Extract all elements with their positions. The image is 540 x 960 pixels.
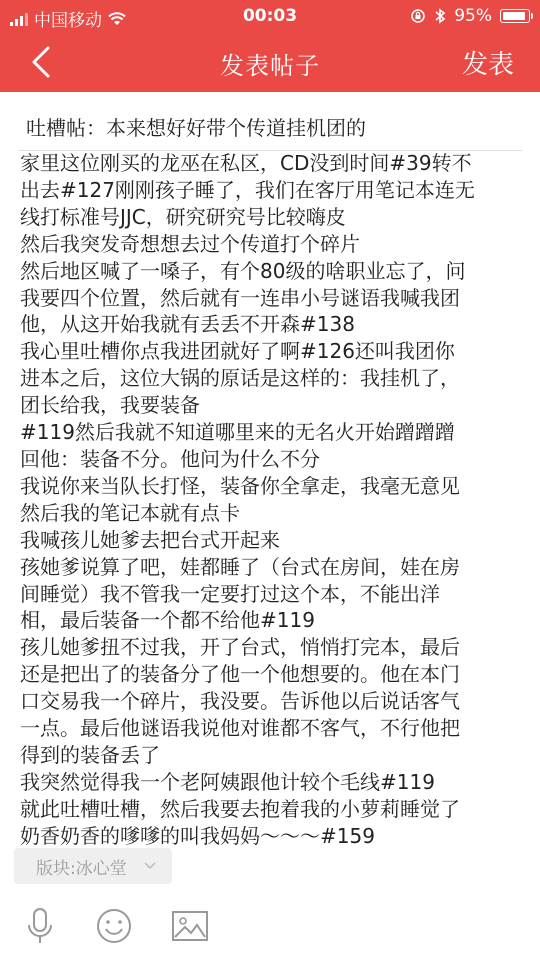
- post-title-field[interactable]: 吐槽帖：本来想好好带个传道挂机团的: [26, 116, 366, 140]
- post-body-line: 然后我突发奇想想去过个传道打个碎片: [20, 231, 360, 256]
- compose-toolbar: [0, 900, 540, 960]
- post-body-line: 他，从这开始我就有丢丢不开森#138: [20, 312, 355, 337]
- post-body-line: 我突然觉得我一个老阿姨跟他计较个毛线#119: [20, 769, 435, 794]
- bluetooth-icon: [434, 8, 446, 24]
- post-body-line: 奶香奶香的嗲嗲的叫我妈妈～～～#159: [20, 823, 375, 848]
- post-body-line: 然后我的笔记本就有点卡: [20, 500, 240, 525]
- post-body-line: 家里这位刚买的龙巫在私区，CD没到时间#39转不: [20, 151, 472, 175]
- microphone-icon[interactable]: [20, 906, 60, 946]
- board-selector[interactable]: [14, 848, 172, 884]
- post-body-line: 口交易我一个碎片，我没要。告诉他以后说话客气: [20, 689, 460, 714]
- post-body-line: 我喊孩儿她爹去把台式开起来: [20, 527, 280, 552]
- page-title: 发表帖子: [220, 52, 320, 80]
- post-body-line: 团长给我，我要装备: [20, 393, 200, 418]
- post-body-line: 一点。最后他谜语我说他对谁都不客气，不行他把: [20, 716, 460, 741]
- clock: 00:03: [242, 6, 298, 26]
- board-label: 版块:冰心堂: [36, 858, 127, 879]
- publish-button[interactable]: 发表: [461, 50, 514, 80]
- post-body-line: 孩儿她爹扭不过我，开了台式，悄悄打完本，最后: [20, 635, 460, 660]
- nav-bar: [0, 34, 540, 90]
- app-header: [0, 0, 540, 92]
- post-body-line: 得到的装备丢了: [20, 742, 160, 767]
- post-body-line: 孩她爹说算了吧，娃都睡了（台式在房间，娃在房: [20, 554, 460, 579]
- status-bar: [0, 0, 540, 32]
- post-body-line: 回他：装备不分。他问为什么不分: [20, 446, 320, 471]
- post-body-line: 还是把出了的装备分了他一个他想要的。他在本门: [20, 662, 460, 687]
- post-body-line: 就此吐槽吐槽，然后我要去抱着我的小萝莉睡觉了: [20, 796, 460, 821]
- post-body-line: 我要四个位置，然后就有一连串小号谜语我喊我团: [20, 285, 460, 310]
- post-body-line: #119然后我就不知道哪里来的无名火开始蹭蹭蹭: [20, 420, 455, 445]
- battery-percent: 95%: [454, 6, 492, 26]
- battery-icon: [500, 9, 530, 23]
- post-body-line: 然后地区喊了一嗓子，有个80级的啥职业忘了，问: [20, 258, 466, 283]
- post-body-line: 进本之后，这位大锅的原话是这样的：我挂机了，: [20, 366, 460, 391]
- post-body-line: 我说你来当队长打怪，装备你全拿走，我毫无意见: [20, 473, 460, 498]
- post-body-line: 线打标准号JJC，研究研究号比较嗨皮: [20, 204, 346, 229]
- post-body-line: 间睡觉）我不管我一定要打过这个本，不能出洋: [20, 581, 440, 606]
- post-body-field[interactable]: [20, 150, 524, 850]
- image-icon[interactable]: [170, 906, 210, 946]
- post-body-line: 我心里吐槽你点我进团就好了啊#126还叫我团你: [20, 339, 455, 364]
- smiley-icon[interactable]: [94, 906, 134, 946]
- post-body-line: 出去#127刚刚孩子睡了，我们在客厅用笔记本连无: [20, 177, 475, 202]
- rotation-lock-icon: [410, 8, 426, 24]
- carrier-label: 中国移动: [34, 11, 102, 31]
- chevron-down-icon: [142, 858, 158, 874]
- post-body-line: 相，最后装备一个都不给他#119: [20, 608, 315, 633]
